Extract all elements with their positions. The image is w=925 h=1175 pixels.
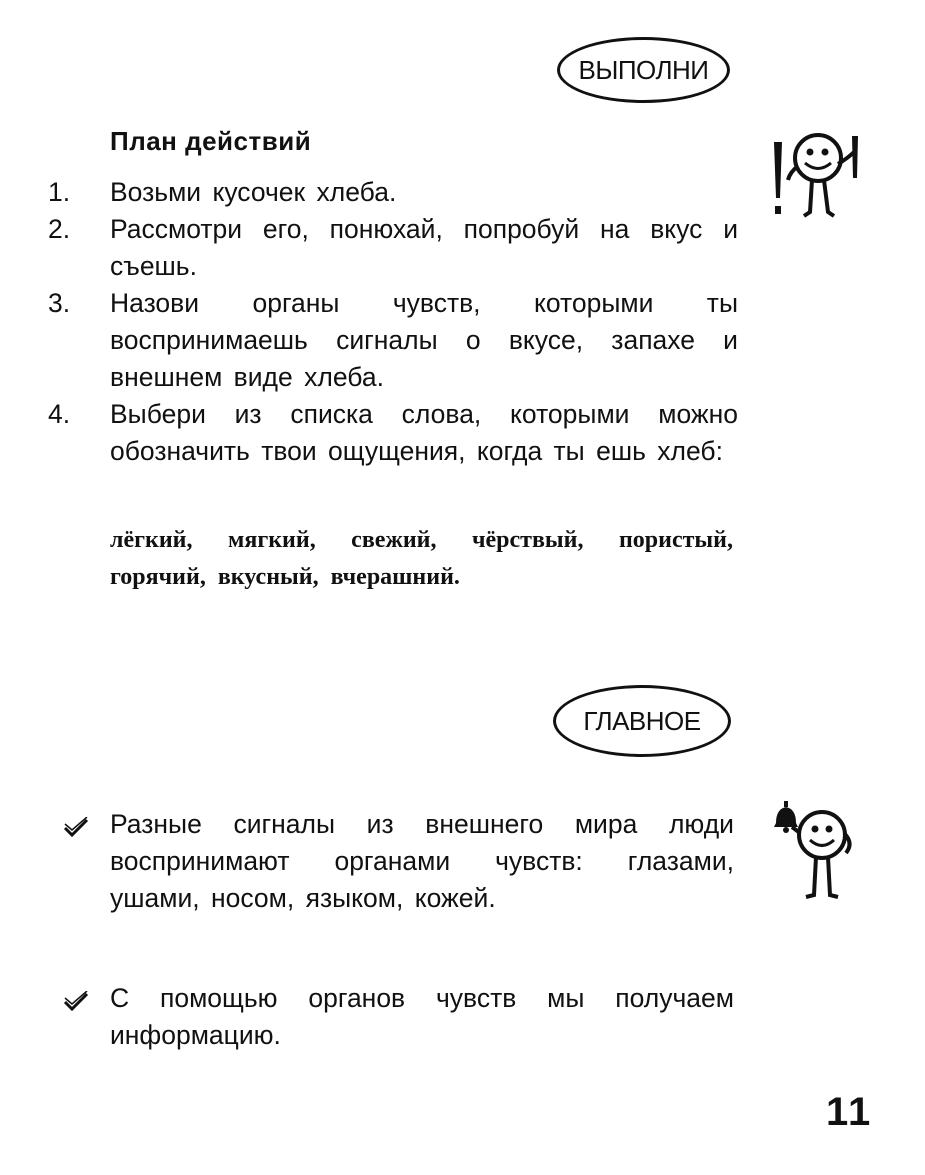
smiley-bell-icon — [766, 797, 866, 907]
main-idea-badge-label: ГЛАВНОЕ — [583, 705, 701, 736]
main-point — [62, 806, 734, 917]
word-list: лёгкий, мягкий, свежий, чёрствый, пористый, горячий, вкусный, вчерашний. — [110, 527, 733, 590]
step-number: 3. — [48, 288, 71, 318]
step-text: Назови органы чувств, которыми ты воспринимаешь сигналы о вкусе, запахе и внешнем виде хлеба. — [110, 288, 738, 392]
checkmark-icon — [62, 806, 110, 917]
plan-title: План действий — [110, 126, 312, 156]
step-text: Выбери из списка слова, которыми можно обозначить твои ощущения, когда ты ешь хлеб: — [110, 399, 738, 466]
do-task-badge-label: ВЫПОЛНИ — [578, 54, 709, 85]
step-item — [48, 211, 738, 285]
step-text: Возьми кусочек хлеба. — [110, 177, 397, 207]
step-number: 1. — [48, 177, 71, 207]
checkmark-icon — [62, 980, 110, 1054]
main-point-text: С помощью органов чувств мы получаем информацию. — [110, 983, 734, 1050]
step-item — [48, 396, 738, 470]
step-number: 4. — [48, 399, 71, 429]
main-point — [62, 980, 734, 1054]
do-task-badge — [557, 37, 730, 103]
step-text: Рассмотри его, понюхай, попробуй на вкус и съешь. — [110, 214, 738, 281]
steps-list — [48, 174, 738, 470]
step-item — [48, 174, 738, 211]
main-point-text: Разные сигналы из внешнего мира люди воспринимают органами чувств: глазами, ушами, носом, языком, кожей. — [110, 809, 734, 913]
smiley-exclamation-icon — [762, 128, 872, 228]
page-number: 11 — [826, 1090, 873, 1134]
main-idea-badge — [553, 685, 731, 757]
step-item — [48, 285, 738, 396]
step-number: 2. — [48, 214, 71, 244]
